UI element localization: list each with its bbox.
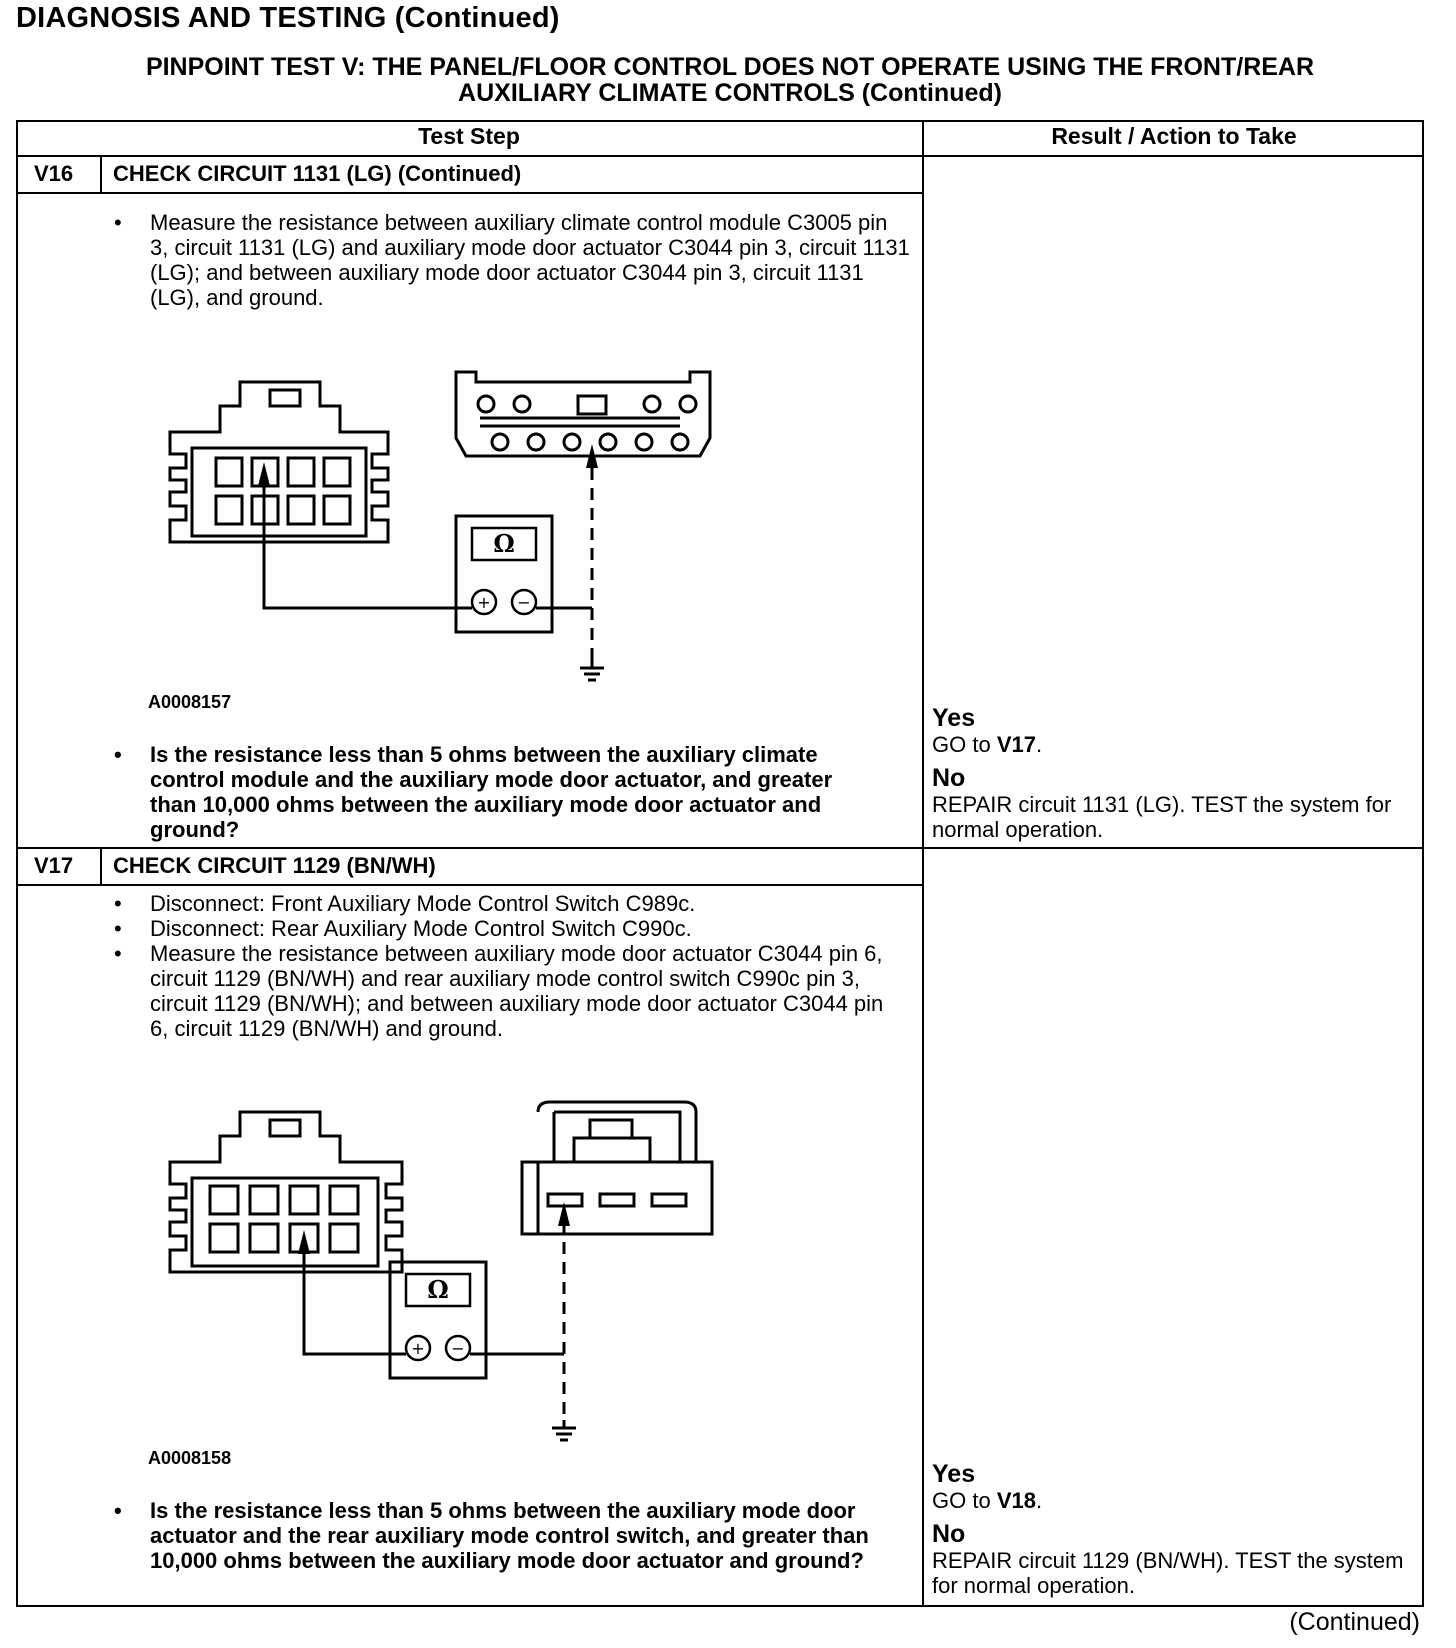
bullet: • [114, 941, 122, 966]
cavity-grid [216, 458, 350, 524]
go-to-target-link[interactable]: V18 [996, 1488, 1036, 1513]
result-yes-action-v16: GO to V17. [932, 732, 1043, 757]
header-row-divider [16, 155, 1424, 157]
step-id-divider [100, 847, 102, 885]
step-id-divider [100, 155, 102, 193]
ohmmeter [456, 516, 552, 632]
question-v17 [114, 1498, 890, 1573]
question-v16 [114, 742, 880, 842]
instruction-v17-1 [114, 891, 910, 916]
go-to-target-link[interactable]: V17 [996, 732, 1036, 757]
wiring-diagram-v16 [160, 368, 760, 703]
step-title-divider [16, 884, 924, 886]
wiring-diagram-v17 [160, 1098, 760, 1463]
figure-id-v16: A0008157 [148, 692, 232, 712]
ohm-symbol: Ω [427, 1275, 449, 1304]
bullet: • [114, 916, 122, 941]
ohmmeter [390, 1262, 486, 1378]
instruction-text: Disconnect: Front Auxiliary Mode Control Switch C989c. [150, 891, 696, 916]
question-text: Is the resistance less than 5 ohms between the auxiliary mode door actuator and the rear auxiliary mode control switch, and greater than 10,000 ohms between the auxiliary mode door actuator and ground? [150, 1498, 869, 1573]
instruction-v17-2 [114, 916, 910, 941]
svg-text:+: + [477, 593, 491, 612]
question-text: Is the resistance less than 5 ohms between the auxiliary climate control module and the auxiliary mode door actuator, and greater than 10,000 ohms between the auxiliary mode door actuator and ground? [150, 742, 833, 842]
step-title-v17: CHECK CIRCUIT 1129 (BN/WH) [113, 853, 436, 878]
page-title: DIAGNOSIS AND TESTING (Continued) [16, 2, 560, 34]
column-header-test-step: Test Step [418, 123, 520, 149]
bullet: • [114, 891, 122, 916]
instruction-text: Measure the resistance between auxiliary mode door actuator C3044 pin 6, circuit 1129 (BN/WH) and rear auxiliary mode control switch C990c pin 3, circuit 1129 (BN/WH); and between auxiliary mode door actuator C3044 pin 6, circuit 1129 (BN/WH) and ground. [150, 941, 884, 1041]
result-no-label-v16: No [932, 764, 966, 792]
instruction-v17-3 [114, 941, 895, 1041]
go-to-prefix: GO to [932, 1488, 991, 1513]
step-id-v17: V17 [34, 853, 74, 878]
pinpoint-test-title-line1: PINPOINT TEST V: THE PANEL/FLOOR CONTROL DOES NOT OPERATE USING THE FRONT/REAR [145, 53, 1315, 81]
result-no-action-v17: REPAIR circuit 1129 (BN/WH). TEST the system for normal operation. [932, 1548, 1404, 1598]
step-id-v16: V16 [34, 161, 74, 186]
svg-text:−: − [517, 593, 531, 612]
go-to-prefix: GO to [932, 732, 991, 757]
ohm-symbol: Ω [493, 529, 515, 558]
result-no-action-v16: REPAIR circuit 1131 (LG). TEST the system for normal operation. [932, 792, 1392, 842]
bullet: • [114, 1498, 122, 1523]
continued-footer: (Continued) [1289, 1608, 1420, 1636]
instruction-text: Disconnect: Rear Auxiliary Mode Control Switch C990c. [150, 916, 692, 941]
svg-text:−: − [451, 1339, 465, 1358]
column-header-result: Result / Action to Take [1051, 123, 1297, 149]
result-no-label-v17: No [932, 1520, 966, 1548]
bullet: • [114, 210, 122, 235]
svg-text:+: + [411, 1339, 425, 1358]
step-row-divider [16, 847, 1424, 849]
result-yes-label-v17: Yes [932, 1460, 976, 1488]
bullet: • [114, 742, 122, 767]
figure-id-v17: A0008158 [148, 1448, 232, 1468]
pinpoint-test-title-line2: AUXILIARY CLIMATE CONTROLS (Continued) [458, 79, 1002, 107]
instruction-v16-1 [114, 210, 910, 310]
step-title-divider [16, 192, 924, 194]
instruction-text: Measure the resistance between auxiliary climate control module C3005 pin 3, circuit 1131 (LG) and auxiliary mode door actuator C3044 pin 3, circuit 1131 (LG); and between auxiliary mode door actuator C3044 pin 3, circuit 1131 (LG), and ground. [150, 210, 910, 310]
column-divider [922, 120, 924, 1607]
result-yes-label-v16: Yes [932, 704, 976, 732]
result-yes-action-v17: GO to V18. [932, 1488, 1043, 1513]
step-title-v16: CHECK CIRCUIT 1131 (LG) (Continued) [113, 161, 522, 186]
cavity-grid [210, 1186, 358, 1252]
